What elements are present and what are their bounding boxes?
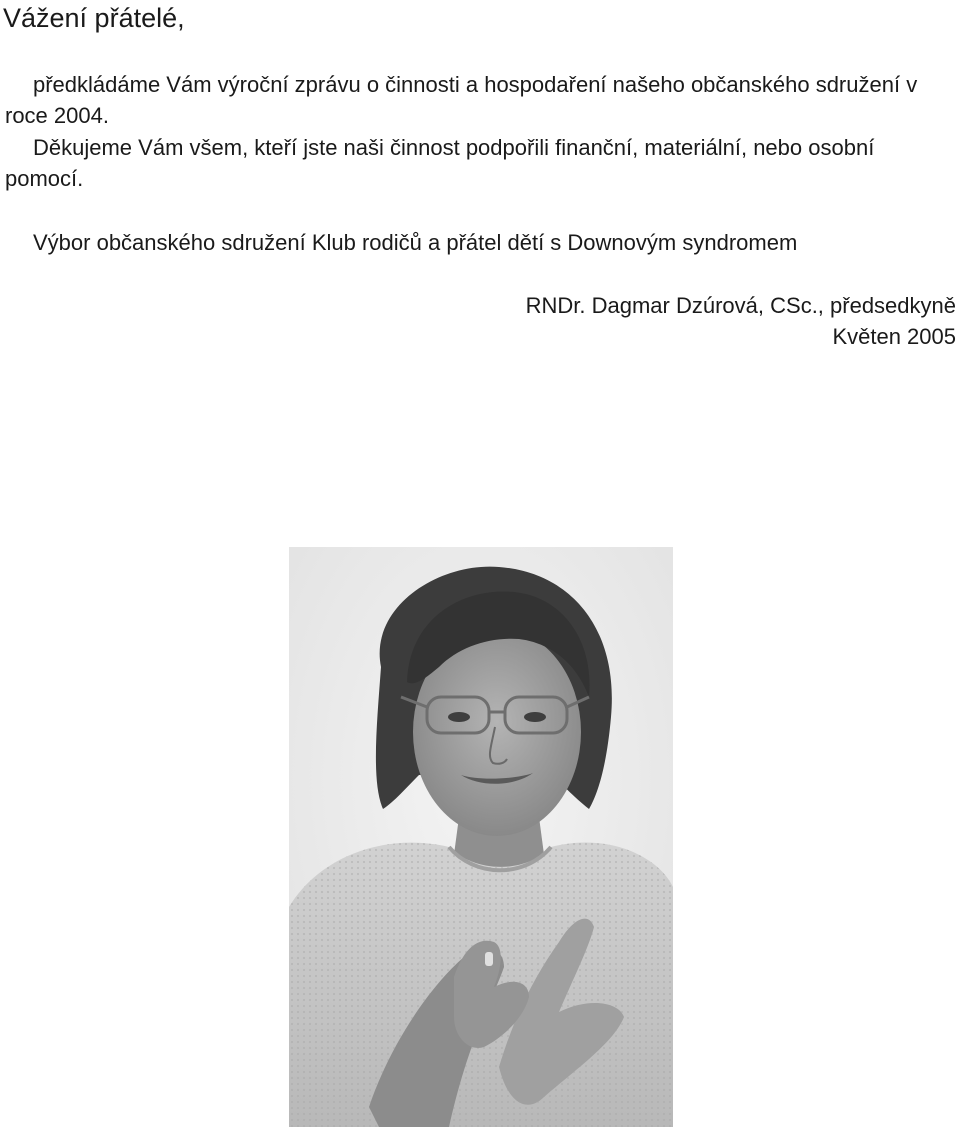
right-eye [524, 712, 546, 722]
letter-salutation: Vážení přátelé, [3, 3, 185, 33]
signature-date: Květen 2005 [832, 324, 956, 349]
letter-paragraph-intro [5, 69, 955, 131]
letter-paragraph-committee [5, 227, 955, 258]
paragraph-committee-text: Výbor občanského sdružení Klub rodičů a přátel dětí s Downovým syndromem [33, 230, 798, 255]
ring [485, 952, 493, 966]
left-eye [448, 712, 470, 722]
signature-name: RNDr. Dagmar Dzúrová, CSc., předsedkyně [525, 293, 956, 318]
paragraph-intro-text: předkládáme Vám výroční zprávu o činnosti a hospodaření našeho občanského sdružení v roce 2004. [5, 72, 918, 128]
portrait-photo-drawing [289, 547, 673, 1127]
letter-paragraph-thanks [5, 132, 955, 194]
paragraph-thanks-text: Děkujeme Vám všem, kteří jste naši činnost podpořili finanční, materiální, nebo osobní pomocí. [5, 135, 875, 191]
portrait-photo [289, 547, 673, 1127]
